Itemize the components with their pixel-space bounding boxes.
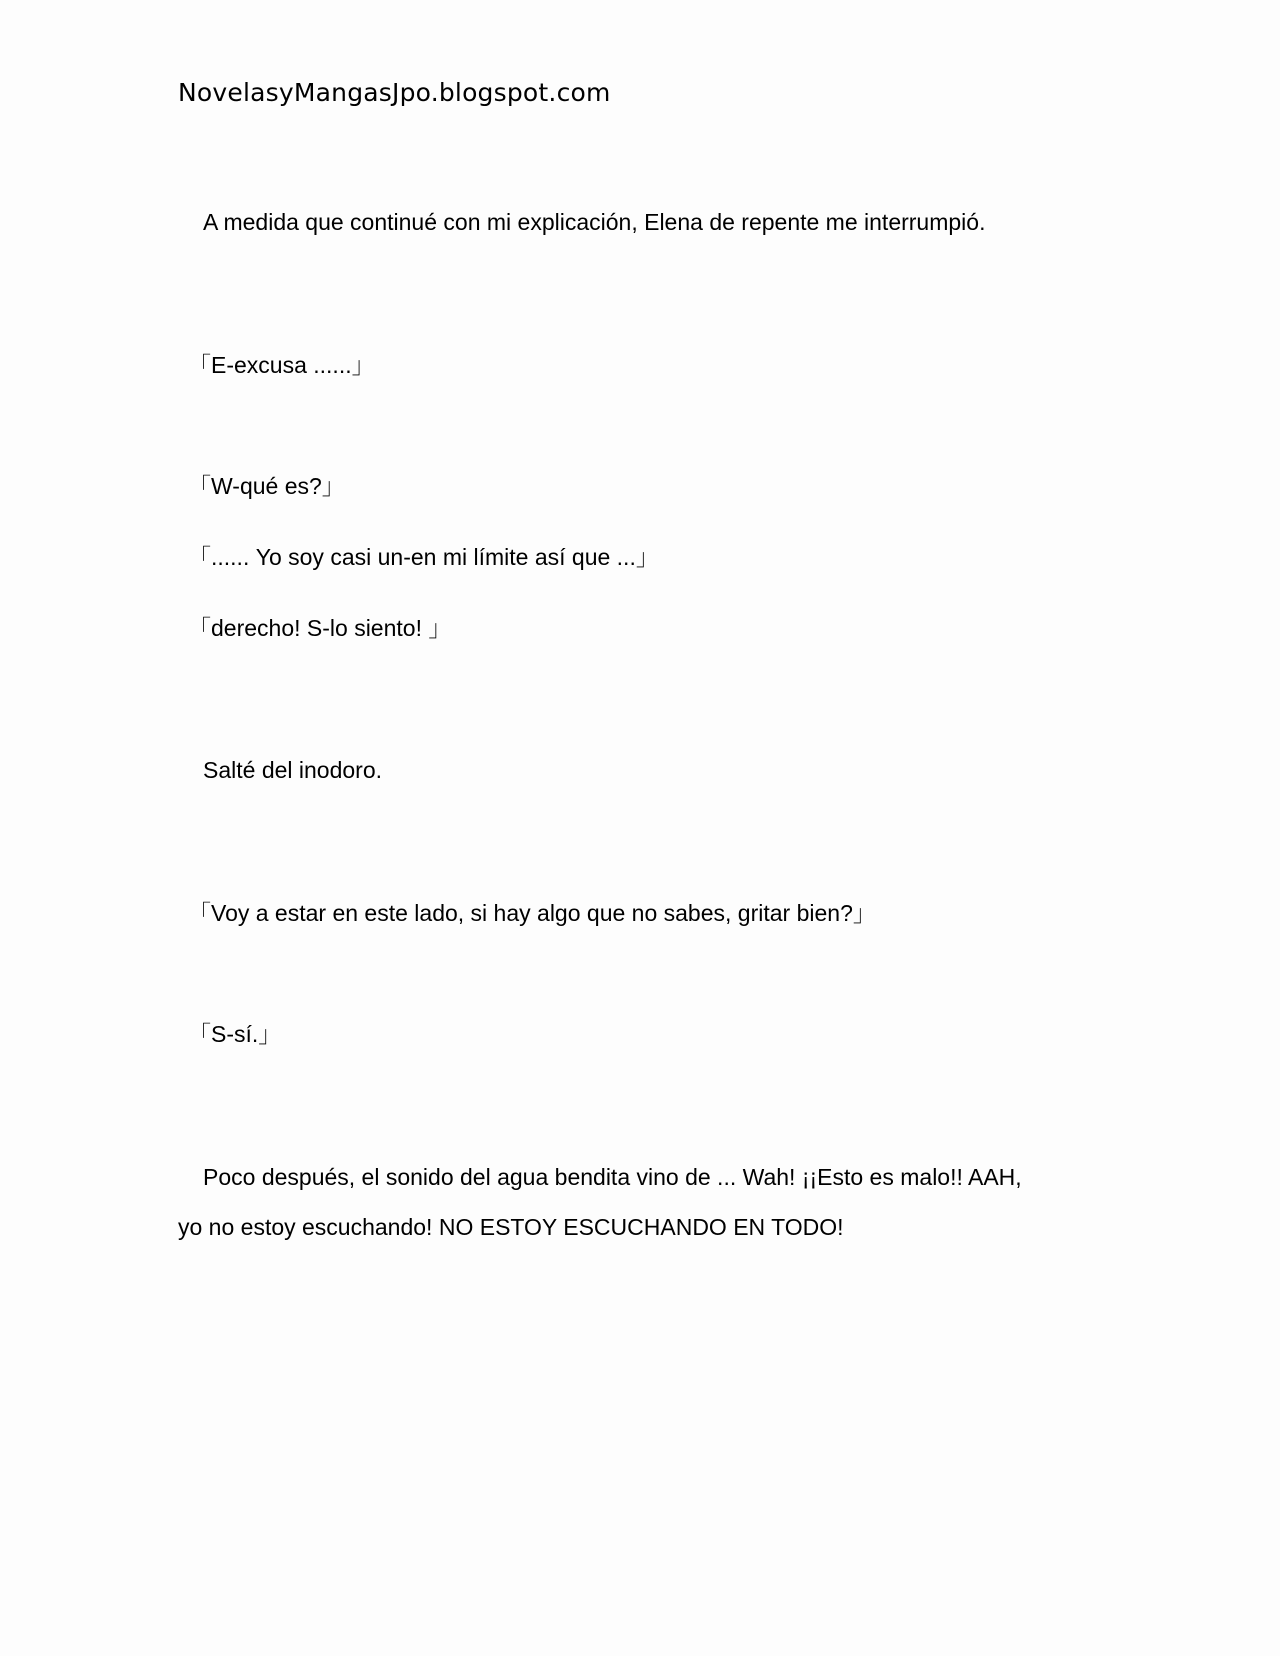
dialogue-line-3: 「...... Yo soy casi un-en mi límite así que ...」 [188, 544, 659, 570]
paragraph-line-1: A medida que continué con mi explicación, Elena de repente me interrumpió. [203, 209, 986, 235]
dialogue-line-5: 「Voy a estar en este lado, si hay algo que no sabes, gritar bien?」 [188, 900, 876, 926]
paragraph-line-3a: Poco después, el sonido del agua bendita vino de ... Wah! ¡¡Esto es malo!! AAH, [203, 1164, 1022, 1190]
paragraph-line-3b: yo no estoy escuchando! NO ESTOY ESCUCHANDO EN TODO! [178, 1214, 844, 1240]
dialogue-line-4: 「derecho! S-lo siento! 」 [188, 615, 452, 641]
dialogue-line-1: 「E-excusa ......」 [188, 352, 375, 378]
site-header: NovelasyMangasJpo.blogspot.com [178, 78, 611, 107]
dialogue-line-6: 「S-sí.」 [188, 1021, 282, 1047]
dialogue-line-2: 「W-qué es?」 [188, 473, 345, 499]
paragraph-line-2: Salté del inodoro. [203, 757, 383, 783]
